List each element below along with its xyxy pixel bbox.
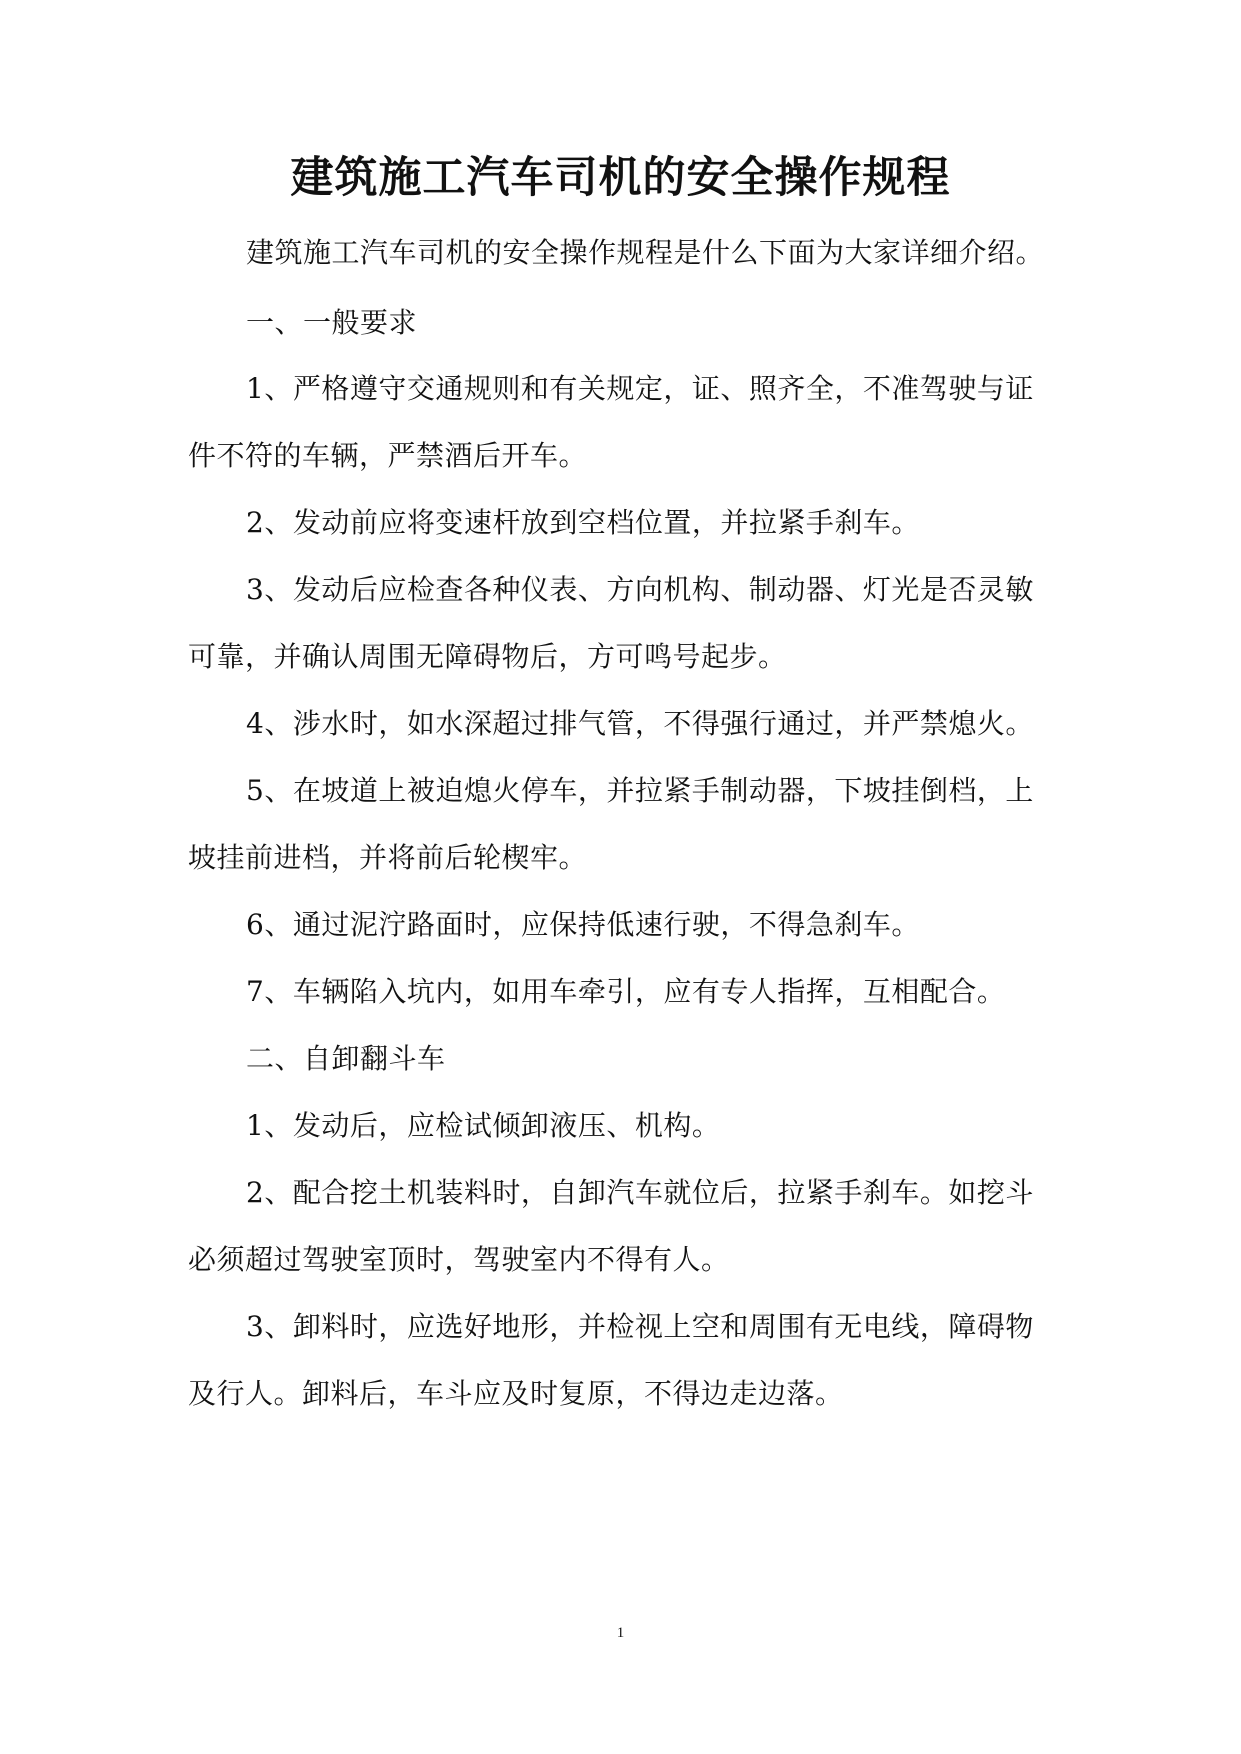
section-heading-dump-truck: 二、自卸翻斗车 [246,1042,446,1075]
paragraph-line: 可靠，并确认周围无障碍物后，方可鸣号起步。 [188,640,787,673]
paragraph-line: 1、发动后，应检试倾卸液压、机构。 [246,1109,721,1142]
section-heading-general: 一、一般要求 [246,306,418,339]
paragraph-line: 及行人。卸料后，车斗应及时复原，不得边走边落。 [188,1377,844,1410]
paragraph-line: 5、在坡道上被迫熄火停车，并拉紧手制动器，下坡挂倒档，上 [246,774,1034,807]
paragraph-line: 1、严格遵守交通规则和有关规定，证、照齐全，不准驾驶与证 [246,372,1034,405]
paragraph-line: 2、发动前应将变速杆放到空档位置，并拉紧手刹车。 [246,506,920,539]
paragraph-line: 4、涉水时，如水深超过排气管，不得强行通过，并严禁熄火。 [246,707,1034,740]
paragraph-line: 3、卸料时，应选好地形，并检视上空和周围有无电线，障碍物 [246,1310,1034,1343]
paragraph-line: 2、配合挖土机装料时，自卸汽车就位后，拉紧手刹车。如挖斗 [246,1176,1034,1209]
paragraph-line: 3、发动后应检查各种仪表、方向机构、制动器、灯光是否灵敏 [246,573,1034,606]
paragraph-line: 必须超过驾驶室顶时，驾驶室内不得有人。 [188,1243,730,1276]
paragraph-line: 件不符的车辆，严禁酒后开车。 [188,439,588,472]
intro-paragraph: 建筑施工汽车司机的安全操作规程是什么下面为大家详细介绍。 [246,236,1045,269]
paragraph-line: 坡挂前进档，并将前后轮楔牢。 [188,841,588,874]
paragraph-line: 6、通过泥泞路面时，应保持低速行驶，不得急刹车。 [246,908,920,941]
page-number: 1 [616,1625,625,1641]
document-title: 建筑施工汽车司机的安全操作规程 [290,153,951,203]
paragraph-line: 7、车辆陷入坑内，如用车牵引，应有专人指挥，互相配合。 [246,975,1006,1008]
